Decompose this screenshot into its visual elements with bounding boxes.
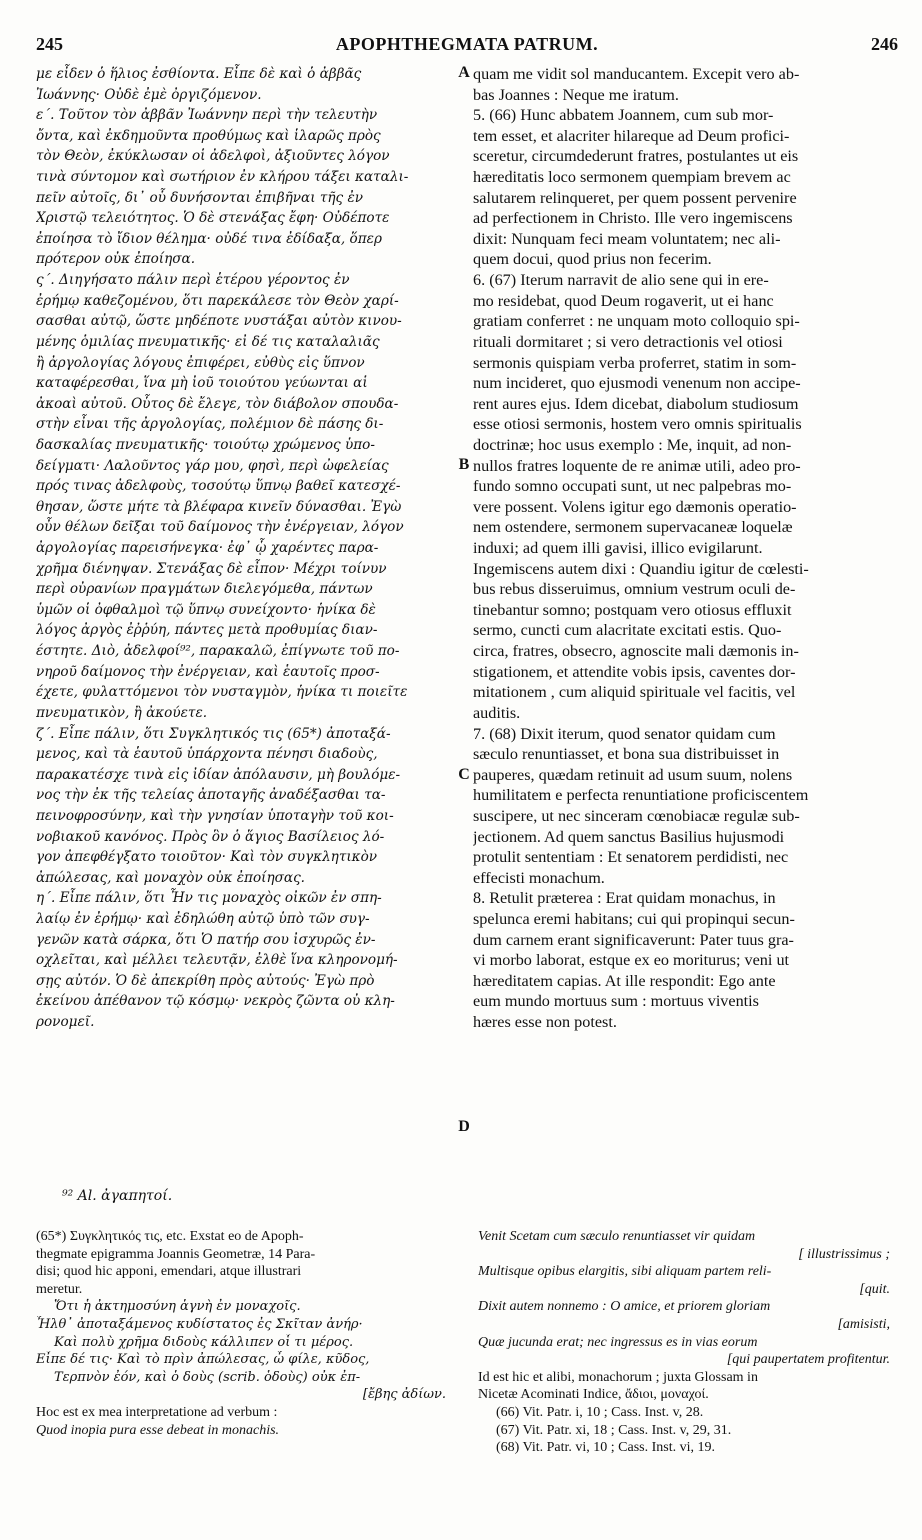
latin-text-line: rituali dormitaret ; si vero detractionis vel otiosi bbox=[473, 332, 783, 351]
latin-text-line: num incideret, quo ejusmodi venenum non accipe- bbox=[473, 374, 801, 393]
note-line: Quæ jucunda erat; nec ingressus es in vias eorum bbox=[478, 1334, 758, 1350]
latin-text-line: 6. (67) Iterum narravit de alio sene qui in ere- bbox=[473, 271, 769, 290]
latin-text-line: nullos fratres loquente de re animæ utili, adeo pro- bbox=[473, 456, 801, 475]
latin-text-line: sermonis quispiam verba proferret, statim in som- bbox=[473, 353, 797, 372]
latin-text-line: sæculo renuntiasset, et bona sua distribuisset in bbox=[473, 745, 780, 764]
greek-text-line: πεῖν αὐτοῖς, δι᾽ οὗ δυνήσονται ἐπιβῆναι τῆς ἐν bbox=[36, 189, 364, 206]
greek-text-line: ς΄. Διηγήσατο πάλιν περὶ ἑτέρου γέροντος ἐν bbox=[36, 272, 350, 289]
greek-text-line: σασθαι αὐτῷ, ὥστε μηδέποτε νυστάξαι αὐτὸν κινου- bbox=[36, 313, 402, 330]
greek-text-line: με εἶδεν ὁ ἥλιος ἐσθίοντα. Εἶπε δὲ καὶ ὁ ἀββᾶς bbox=[36, 66, 362, 82]
greek-text-line: πεινοφροσύνην, καὶ τὴν γνησίαν ὑποταγὴν τοῦ κοι- bbox=[36, 807, 394, 824]
margin-marker-d: D bbox=[458, 1118, 470, 1135]
latin-text-line: nem ostendere, sermonem supervacaneæ loquelæ bbox=[473, 518, 793, 537]
latin-text-line: effecisti monachum. bbox=[473, 868, 605, 887]
greek-text-line: μένης ὁμιλίας πνευματικῆς· εἰ δέ τις καταλαλιᾶς bbox=[36, 333, 380, 350]
greek-text-line: καταφέρεσθαι, ἵνα μὴ ἰοῦ τοιούτου γεύωνται αἱ bbox=[36, 375, 368, 392]
page-header bbox=[36, 34, 898, 58]
greek-text-line: ἐκείνου ἀπέθανον τῷ κόσμῳ· νεκρὸς ζῶντα οὐ κλη- bbox=[36, 993, 395, 1010]
latin-text-line: auditis. bbox=[473, 703, 521, 722]
greek-text-column bbox=[36, 64, 456, 1033]
greek-text-line: λόγος ἀργὸς ἐῤῥύη, πάντες μετὰ προθυμίας διαν- bbox=[36, 622, 378, 639]
greek-text-line: ζ΄. Εἶπε πάλιν, ὅτι Συγκλητικός τις (65*) ἀποταξά- bbox=[36, 725, 391, 742]
note-line: Καὶ πολὺ χρῆμα διδοὺς κάλλιπεν οἷ τι μέρος. bbox=[54, 1334, 354, 1350]
latin-text-line: Ingemiscens autem dixi : Quandiu igitur de cœlesti- bbox=[473, 559, 809, 578]
greek-text-line: νος τὴν ἐκ τῆς τελείας ἀποταγῆς ἀναδέξασθαι τα- bbox=[36, 787, 386, 804]
note-line: [qui paupertatem profitentur. bbox=[726, 1352, 890, 1368]
notes-left-column bbox=[36, 1228, 456, 1439]
latin-text-line: mo residebat, quod Deum rogaverit, ut ei hanc bbox=[473, 291, 774, 310]
page-number-right: 246 bbox=[871, 34, 898, 54]
greek-text-line: σῃς αὐτόν. Ὁ δὲ ἀπεκρίθη πρὸς αὐτούς· Ἐγὼ πρὸ bbox=[36, 972, 375, 989]
latin-text-line: dixit: Nunquam feci meam voluntatem; nec ali- bbox=[473, 229, 781, 248]
greek-text-line: ὑμῶν οἱ ὀφθαλμοὶ τῷ ὕπνῳ συνείχοντο· ἡνίκα δὲ bbox=[36, 601, 376, 618]
latin-text-line: 5. (66) Hunc abbatem Joannem, cum sub mor- bbox=[473, 106, 774, 125]
latin-text-line: stigationem, et attendite vobis ipsis, caventes dor- bbox=[473, 662, 796, 681]
note-line: [ illustrissimus ; bbox=[798, 1246, 890, 1262]
note-line: [amisisti, bbox=[837, 1316, 890, 1332]
note-line: (66) Vit. Patr. i, 10 ; Cass. Inst. v, 28. bbox=[496, 1404, 704, 1420]
greek-text-line: τὸν Θεὸν, ἐκύκλωσαν οἱ ἀδελφοὶ, ἀξιοῦντες λόγον bbox=[36, 148, 390, 165]
greek-text-line: στὴν εἶναι τῆς ἀργολογίας, πολέμιον δὲ πάσης δι- bbox=[36, 416, 384, 433]
latin-text-line: hæreditatis loco sermonem quempiam brevem ac bbox=[473, 168, 791, 187]
greek-text-line: χρῆμα διένηψαν. Στενάξας δὲ εἶπον· Μέχρι τοίνυν bbox=[36, 560, 387, 577]
latin-text-line: bus rebus disseruimus, omnium vestrum oculi de- bbox=[473, 580, 796, 599]
greek-text-line: δείγματι· Λαλοῦντος γάρ μου, φησὶ, περὶ ὠφελείας bbox=[36, 457, 389, 474]
page-number-left: 245 bbox=[36, 34, 63, 54]
greek-text-line: έχετε, φυλαττόμενοι τὸν νυσταγμὸν, ἡνίκα τι ποιεῖτε bbox=[36, 684, 408, 701]
greek-text-line: γον ἀπεφθέγξατο τοιοῦτον· Καὶ τὸν συγκλητικὸν bbox=[36, 849, 378, 866]
note-line: [quit. bbox=[859, 1281, 890, 1297]
note-line: disi; quod hic apponi, emendari, atque illustrari bbox=[36, 1264, 302, 1280]
latin-text-line: hæreditatem capias. At ille respondit: Ego ante bbox=[473, 971, 776, 990]
latin-text-line: protulit sententiam : Et senatorem perdidisti, nec bbox=[473, 848, 789, 867]
latin-text-line: sceretur, circumdederunt fratres, postulantes ut eis bbox=[473, 147, 799, 166]
note-line: (68) Vit. Patr. vi, 10 ; Cass. Inst. vi, 19. bbox=[496, 1440, 716, 1456]
latin-text-line: eum mundo mortuus sum : mortuus viventis bbox=[473, 992, 759, 1011]
latin-text-column bbox=[473, 64, 900, 1033]
greek-text-line: πρότερον οὐκ ἐποίησα. bbox=[36, 251, 196, 268]
greek-text-line: ἀργολογίας παρεισήνεγκα· ἐφ᾽ ᾧ χαρέντες παρα- bbox=[36, 540, 379, 557]
greek-text-line: νοβιακοῦ κανόνος. Πρὸς ὃν ὁ ἅγιος Βασίλειος λό- bbox=[36, 828, 385, 845]
greek-text-line: πρός τινας ἀδελφοὺς, τοσούτῳ ὕπνῳ βαθεῖ κατεσχέ- bbox=[36, 478, 401, 495]
note-line: Dixit autem nonnemo : O amice, et priorem gloriam bbox=[478, 1299, 771, 1315]
greek-text-line: λαίῳ ἐν ἐρήμῳ· καὶ ἐδηλώθη αὐτῷ ὑπὸ τῶν συγ- bbox=[36, 910, 370, 927]
note-line: Hoc est ex mea interpretatione ad verbum : bbox=[36, 1404, 278, 1420]
greek-text-line: η΄. Εἶπε πάλιν, ὅτι Ἦν τις μοναχὸς οἰκῶν ἐν σπη- bbox=[36, 890, 382, 907]
greek-text-line: Χριστῷ τελειότητος. Ὁ δὲ στενάξας ἔφη· Οὐδέποτε bbox=[36, 210, 390, 227]
greek-variant-footnote: ⁹² Al. ἀγαπητοί. bbox=[62, 1188, 173, 1204]
latin-text-line: doctrinæ; hoc usus exemplo : Me, inquit, ad non- bbox=[473, 435, 792, 454]
greek-text-line: ἢ ἀργολογίας λόγους ἐπιφέρει, εὐθὺς εἰς ὕπνον bbox=[36, 354, 365, 371]
latin-text-line: salutarem relinqueret, per quem possent pervenire bbox=[473, 188, 797, 207]
latin-text-line: gratiam conferret : ne unquam moto colloquio spi- bbox=[473, 312, 800, 331]
latin-text-line: quem docui, quod prius non fecerim. bbox=[473, 250, 712, 269]
greek-text-line: οχλεῖται, καὶ μέλλει τελευτᾷν, ἐλθὲ ἵνα κληρονομή- bbox=[36, 952, 398, 969]
latin-text-line: dum carnem erant significaverunt: Pater tuus gra- bbox=[473, 930, 794, 949]
latin-text-line: tem esset, et alacriter hilareque ad Deum profici- bbox=[473, 126, 790, 145]
latin-text-line: induxi; ad quem illi gavisi, illico evigilarunt. bbox=[473, 539, 763, 558]
greek-text-line: ἀκοαὶ αὐτοῦ. Οὗτος δὲ ἔλεγε, τὸν διάβολον σπουδα- bbox=[36, 395, 399, 412]
greek-text-line: δασκαλίας πνευματικῆς· τοιούτῳ χρώμενος ὑπο- bbox=[36, 436, 375, 453]
notes-right-column bbox=[478, 1228, 900, 1457]
note-line: Nicetæ Acominati Indice, ἄδιοι, μοναχοί. bbox=[478, 1387, 709, 1403]
note-line: Quod inopia pura esse debeat in monachis. bbox=[36, 1422, 280, 1438]
latin-text-line: ad perfectionem in Christo. Ille vero ingemiscens bbox=[473, 209, 793, 228]
latin-text-line: pauperes, quædam retinuit ad usum suum, nolens bbox=[473, 765, 793, 784]
note-line: Venit Scetam cum sæculo renuntiasset vir quidam bbox=[478, 1229, 756, 1244]
latin-text-line: 7. (68) Dixit iterum, quod senator quidam cum bbox=[473, 724, 776, 743]
latin-text-line: fundo somno occupati sunt, ut nec palpebras mo- bbox=[473, 477, 792, 496]
latin-text-line: circa, fratres, obsecro, agnoscite mali dæmonis in- bbox=[473, 642, 799, 661]
margin-marker-c: C bbox=[458, 766, 470, 783]
latin-text-line: spelunca eremi habitans; cui qui propinqui secun- bbox=[473, 909, 795, 928]
latin-text-line: vere possent. Volens igitur ego dæmonis operatio- bbox=[473, 497, 797, 516]
greek-text-line: γενῶν κατὰ σάρκα, ὅτι Ὁ πατήρ σου ἰσχυρῶς ἐν- bbox=[36, 931, 376, 948]
note-line: [ἔβης ἀδίων. bbox=[362, 1387, 446, 1403]
latin-text-line: tinebantur somno; postquam vero otiosus effluxit bbox=[473, 600, 792, 619]
greek-text-line: παρακατέσχε τινὰ εἰς ἰδίαν ἀπόλαυσιν, μὴ βουλόμε- bbox=[36, 766, 401, 783]
note-line: (65*) Συγκλητικός τις, etc. Exstat eo de Apoph- bbox=[36, 1229, 304, 1244]
greek-text-line: ἀπώλεσας, καὶ μοναχὸν οὐκ ἐποίησας. bbox=[36, 869, 306, 886]
latin-text-line: bas Joannes : Neque me iratum. bbox=[473, 85, 679, 104]
latin-text-line: quam me vidit sol manducantem. Excepit vero ab- bbox=[473, 65, 800, 83]
latin-text-line: mitationem , cum aliquid spirituale vel facitis, vel bbox=[473, 683, 796, 702]
latin-text-line: rent aures ejus. Idem dicebat, diabolum studiosum bbox=[473, 394, 799, 413]
greek-text-line: πνευματικὸν, ἢ ἀκούετε. bbox=[36, 704, 208, 721]
latin-text-line: hæres esse non potest. bbox=[473, 1013, 617, 1032]
greek-text-line: ε΄. Τοῦτον τὸν ἀββᾶν Ἰωάννην περὶ τὴν τελευτὴν bbox=[36, 107, 378, 124]
greek-text-line: τινὰ σύντομον καὶ σωτήριον ἐν κλήρου τάξει καταλι- bbox=[36, 169, 409, 186]
greek-text-line: οὖν θέλων δεῖξαι τοῦ δαίμονος τὴν ἐνέργειαν, λόγον bbox=[36, 519, 404, 536]
note-line: Id est hic et alibi, monachorum ; juxta Glossam in bbox=[478, 1369, 758, 1385]
margin-marker-b: B bbox=[458, 456, 470, 473]
note-line: Ἦλθ᾽ ἀποταξάμενος κυδίστατος ἐς Σκῖταν ἀνήρ· bbox=[36, 1316, 363, 1332]
latin-text-line: jectionem. Ad quem sanctus Basilius hujusmodi bbox=[473, 827, 785, 846]
greek-text-line: ὄντα, καὶ ἐκδημοῦντα προθύμως καὶ ἱλαρῶς πρὸς bbox=[36, 127, 381, 144]
greek-text-line: μενος, καὶ τὰ ἑαυτοῦ ὑπάρχοντα πένησι διαδοὺς, bbox=[36, 746, 378, 763]
greek-text-line: ρονομεῖ. bbox=[36, 1014, 95, 1031]
note-line: meretur. bbox=[36, 1281, 83, 1297]
note-line: Τερπνὸν ἐόν, καὶ ὁ δοὺς (scrib. ὁδοὺς) οὐκ ἐπ- bbox=[54, 1369, 361, 1385]
latin-text-line: humilitatem e perfecta renuntiatione proficiscentem bbox=[473, 786, 809, 805]
latin-text-line: suscipere, ut nec sinceram cœnobiacæ regulæ sub- bbox=[473, 806, 800, 825]
margin-marker-a: A bbox=[458, 64, 470, 81]
greek-text-line: ἐρήμῳ καθεζομένου, ὅτι παρεκάλεσε τὸν Θεὸν χαρί- bbox=[36, 292, 399, 309]
greek-text-line: Ἰωάννης· Οὐδὲ ἐμὲ ὀργιζόμενον. bbox=[36, 86, 262, 103]
latin-text-line: 8. Retulit præterea : Erat quidam monachus, in bbox=[473, 889, 776, 908]
running-title: APOPHTHEGMATA PATRUM. bbox=[335, 34, 599, 54]
latin-text-line: sermo, cuncti cum alacritate excitati estis. Quo- bbox=[473, 621, 782, 640]
greek-text-line: θησαν, ὥστε μήτε τὰ βλέφαρα κινεῖν δύνασθαι. Ἐγὼ bbox=[36, 498, 402, 515]
latin-text-line: esse otiosi sermonis, hostem vero omnis spiritualis bbox=[473, 415, 802, 434]
note-line: Multisque opibus elargitis, sibi aliquam partem reli- bbox=[478, 1264, 772, 1280]
greek-text-line: νηροῦ δαίμονος τὴν ἐνέργειαν, καὶ ἑαυτοῖς προσ- bbox=[36, 663, 380, 680]
greek-text-line: έστητε. Διὸ, ἀδελφοί⁹², παρακαλῶ, ἐπίγνωτε τοῦ πο- bbox=[36, 643, 400, 660]
note-line: (67) Vit. Patr. xi, 18 ; Cass. Inst. v, 29, 31. bbox=[496, 1422, 732, 1438]
greek-text-line: ἐποίησα τὸ ἴδιον θέλημα· οὐδέ τινα ἐδίδαξα, ὅπερ bbox=[36, 230, 382, 247]
latin-text-line: vi morbo laborat, estque ex eo moriturus; veni ut bbox=[473, 951, 790, 970]
note-line: thegmate epigramma Joannis Geometræ, 14 Para- bbox=[36, 1246, 316, 1262]
greek-text-line: περὶ οὐρανίων πραγμάτων διελεγόμεθα, πάντων bbox=[36, 581, 373, 598]
note-line: Ὅτι ἡ ἀκτημοσύνη ἁγνὴ ἐν μοναχοῖς. bbox=[54, 1299, 301, 1315]
note-line: Εἶπε δέ τις· Καὶ τὸ πρὶν ἀπώλεσας, ὦ φίλε, κῦδος, bbox=[36, 1352, 370, 1368]
